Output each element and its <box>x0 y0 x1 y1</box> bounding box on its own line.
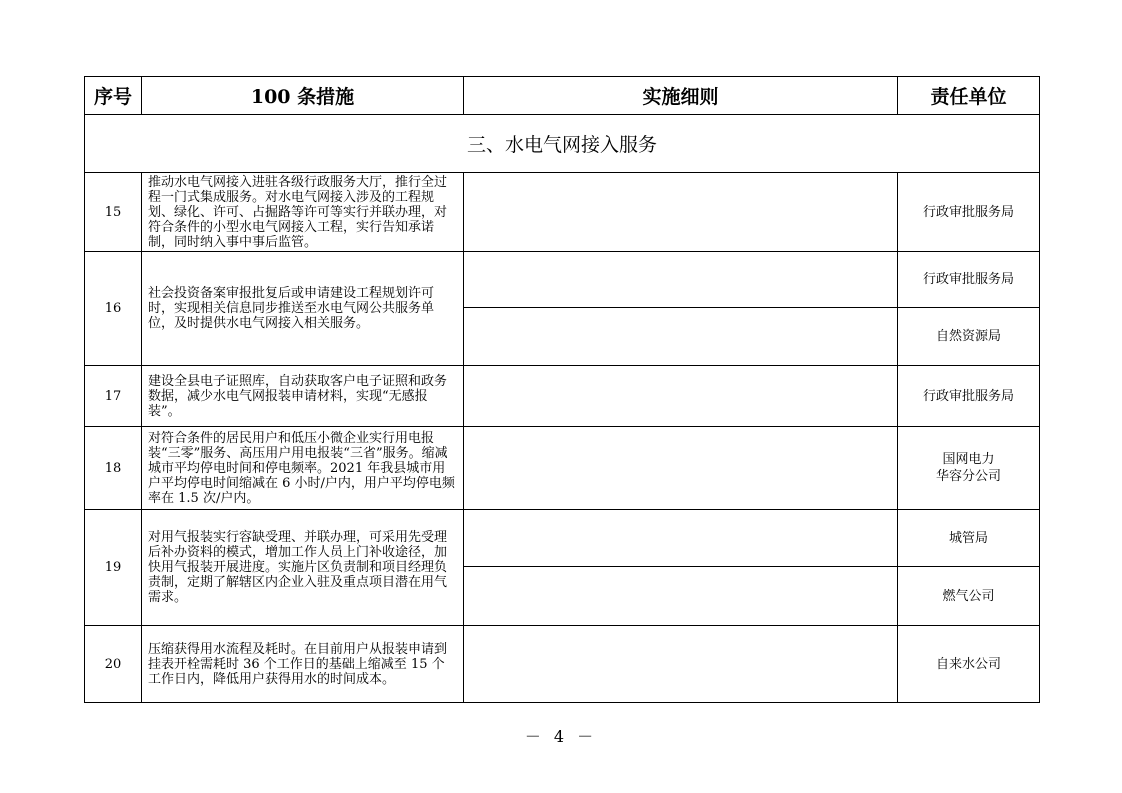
row-number: 15 <box>85 173 142 252</box>
detail-cell <box>464 567 898 626</box>
detail-cell <box>464 308 898 366</box>
table-row <box>85 427 1040 510</box>
measure-text: 社会投资备案审报批复后或申请建设工程规划许可时，实现相关信息同步推送至水电气网公共服务单位，及时提供水电气网接入相关服务。 <box>142 252 464 366</box>
table-row <box>85 173 1040 252</box>
table-row <box>85 252 1040 308</box>
responsible-unit: 国网电力 华容分公司 <box>898 427 1040 510</box>
measure-text: 推动水电气网接入进驻各级行政服务大厅，推行全过程一门式集成服务。对水电气网接入涉及的工程规划、绿化、许可、占掘路等许可等实行并联办理，对符合条件的小型水电气网接入工程，实行告知承诺制，同时纳入事中事后监管。 <box>142 173 464 252</box>
detail-cell <box>464 510 898 567</box>
row-number: 17 <box>85 366 142 427</box>
measure-text: 对用气报装实行容缺受理、并联办理，可采用先受理后补办资料的模式，增加工作人员上门补收途径，加快用气报装开展进度。实施片区负责制和项目经理负责制，定期了解辖区内企业入驻及重点项目潜在用气需求。 <box>142 510 464 626</box>
responsible-unit: 自来水公司 <box>898 626 1040 703</box>
measure-text: 压缩获得用水流程及耗时。在目前用户从报装申请到挂表开栓需耗时 36 个工作日的基础上缩减至 15 个工作日内，降低用户获得用水的时间成本。 <box>142 626 464 703</box>
header-measures: 100 条措施 <box>142 77 464 115</box>
table-row <box>85 510 1040 567</box>
detail-cell <box>464 366 898 427</box>
detail-cell <box>464 173 898 252</box>
section-row <box>85 115 1040 173</box>
header-row <box>85 77 1040 115</box>
responsible-unit: 城管局 <box>898 510 1040 567</box>
section-title: 三、水电气网接入服务 <box>85 115 1040 173</box>
page-number: － 4 － <box>524 727 598 746</box>
header-details: 实施细则 <box>464 77 898 115</box>
row-number: 19 <box>85 510 142 626</box>
responsible-unit: 行政审批服务局 <box>898 173 1040 252</box>
table-row <box>85 366 1040 427</box>
table-row <box>85 626 1040 703</box>
row-number: 18 <box>85 427 142 510</box>
responsible-unit: 行政审批服务局 <box>898 366 1040 427</box>
detail-cell <box>464 626 898 703</box>
responsible-unit: 行政审批服务局 <box>898 252 1040 308</box>
measures-table <box>84 76 1040 703</box>
detail-cell <box>464 427 898 510</box>
header-unit: 责任单位 <box>898 77 1040 115</box>
measure-text: 对符合条件的居民用户和低压小微企业实行用电报装“三零”服务、高压用户用电报装“三省”服务。缩减城市平均停电时间和停电频率。2021 年我县城市用户平均停电时间缩减在 6 小时/户内，用户平均停电频率在 1.5 次/户内。 <box>142 427 464 510</box>
row-number: 16 <box>85 252 142 366</box>
row-number: 20 <box>85 626 142 703</box>
responsible-unit: 燃气公司 <box>898 567 1040 626</box>
measure-text: 建设全县电子证照库，自动获取客户电子证照和政务数据，减少水电气网报装申请材料，实现“无感报装”。 <box>142 366 464 427</box>
responsible-unit: 自然资源局 <box>898 308 1040 366</box>
header-seq: 序号 <box>85 77 142 115</box>
detail-cell <box>464 252 898 308</box>
